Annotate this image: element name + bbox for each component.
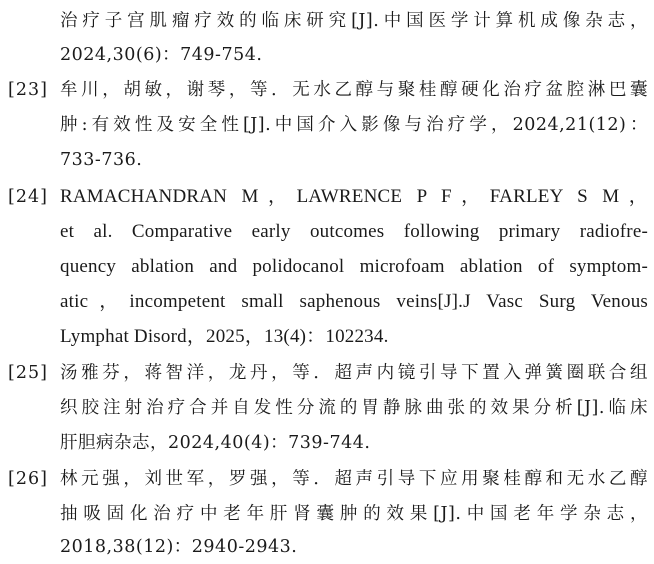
reference-text: 织胶注射治疗合并自发性分流的胃静脉曲张的效果分析[J].临床	[60, 398, 648, 418]
reference-text: Lymphat Disord，2025，13(4)：102234.	[60, 326, 389, 347]
reference-text: 林元强，刘世军，罗强，等．超声引导下应用聚桂醇和无水乙醇	[60, 469, 648, 489]
reference-text: atic，incompetent small saphenous veins[J].J Vasc Surg Venous	[60, 291, 648, 312]
reference-text: 肿:有效性及安全性[J].中国介入影像与治疗学，2024,21(12)：	[60, 115, 648, 135]
reference-text: quency ablation and polidocanol microfoam ablation of symptom-	[60, 256, 648, 277]
reference-text: 汤雅芬，蒋智洋，龙丹，等．超声内镜引导下置入弹簧圈联合组	[60, 363, 648, 383]
reference-text: 2018,38(12)：2940-2943.	[60, 537, 298, 557]
reference-text: 抽吸固化治疗中老年肝肾囊肿的效果[J].中国老年学杂志，	[60, 504, 648, 524]
reference-number: [25]	[8, 363, 48, 383]
reference-text: et al. Comparative early outcomes following primary radiofre-	[60, 221, 648, 242]
reference-number: [23]	[8, 80, 48, 100]
reference-text: 治疗子宫肌瘤疗效的临床研究[J].中国医学计算机成像杂志，	[60, 11, 648, 31]
reference-number: [24]	[8, 187, 48, 207]
reference-number: [26]	[8, 469, 48, 489]
reference-text: 牟川，胡敏，谢琴，等．无水乙醇与聚桂醇硬化治疗盆腔淋巴囊	[60, 80, 648, 100]
reference-text: 肝胆病杂志，2024,40(4)：739-744.	[60, 433, 371, 453]
reference-text: 2024,30(6)：749-754.	[60, 45, 263, 65]
reference-text: RAMACHANDRAN M，LAWRENCE P F，FARLEY S M，	[60, 186, 648, 207]
reference-text: 733-736.	[60, 150, 143, 170]
